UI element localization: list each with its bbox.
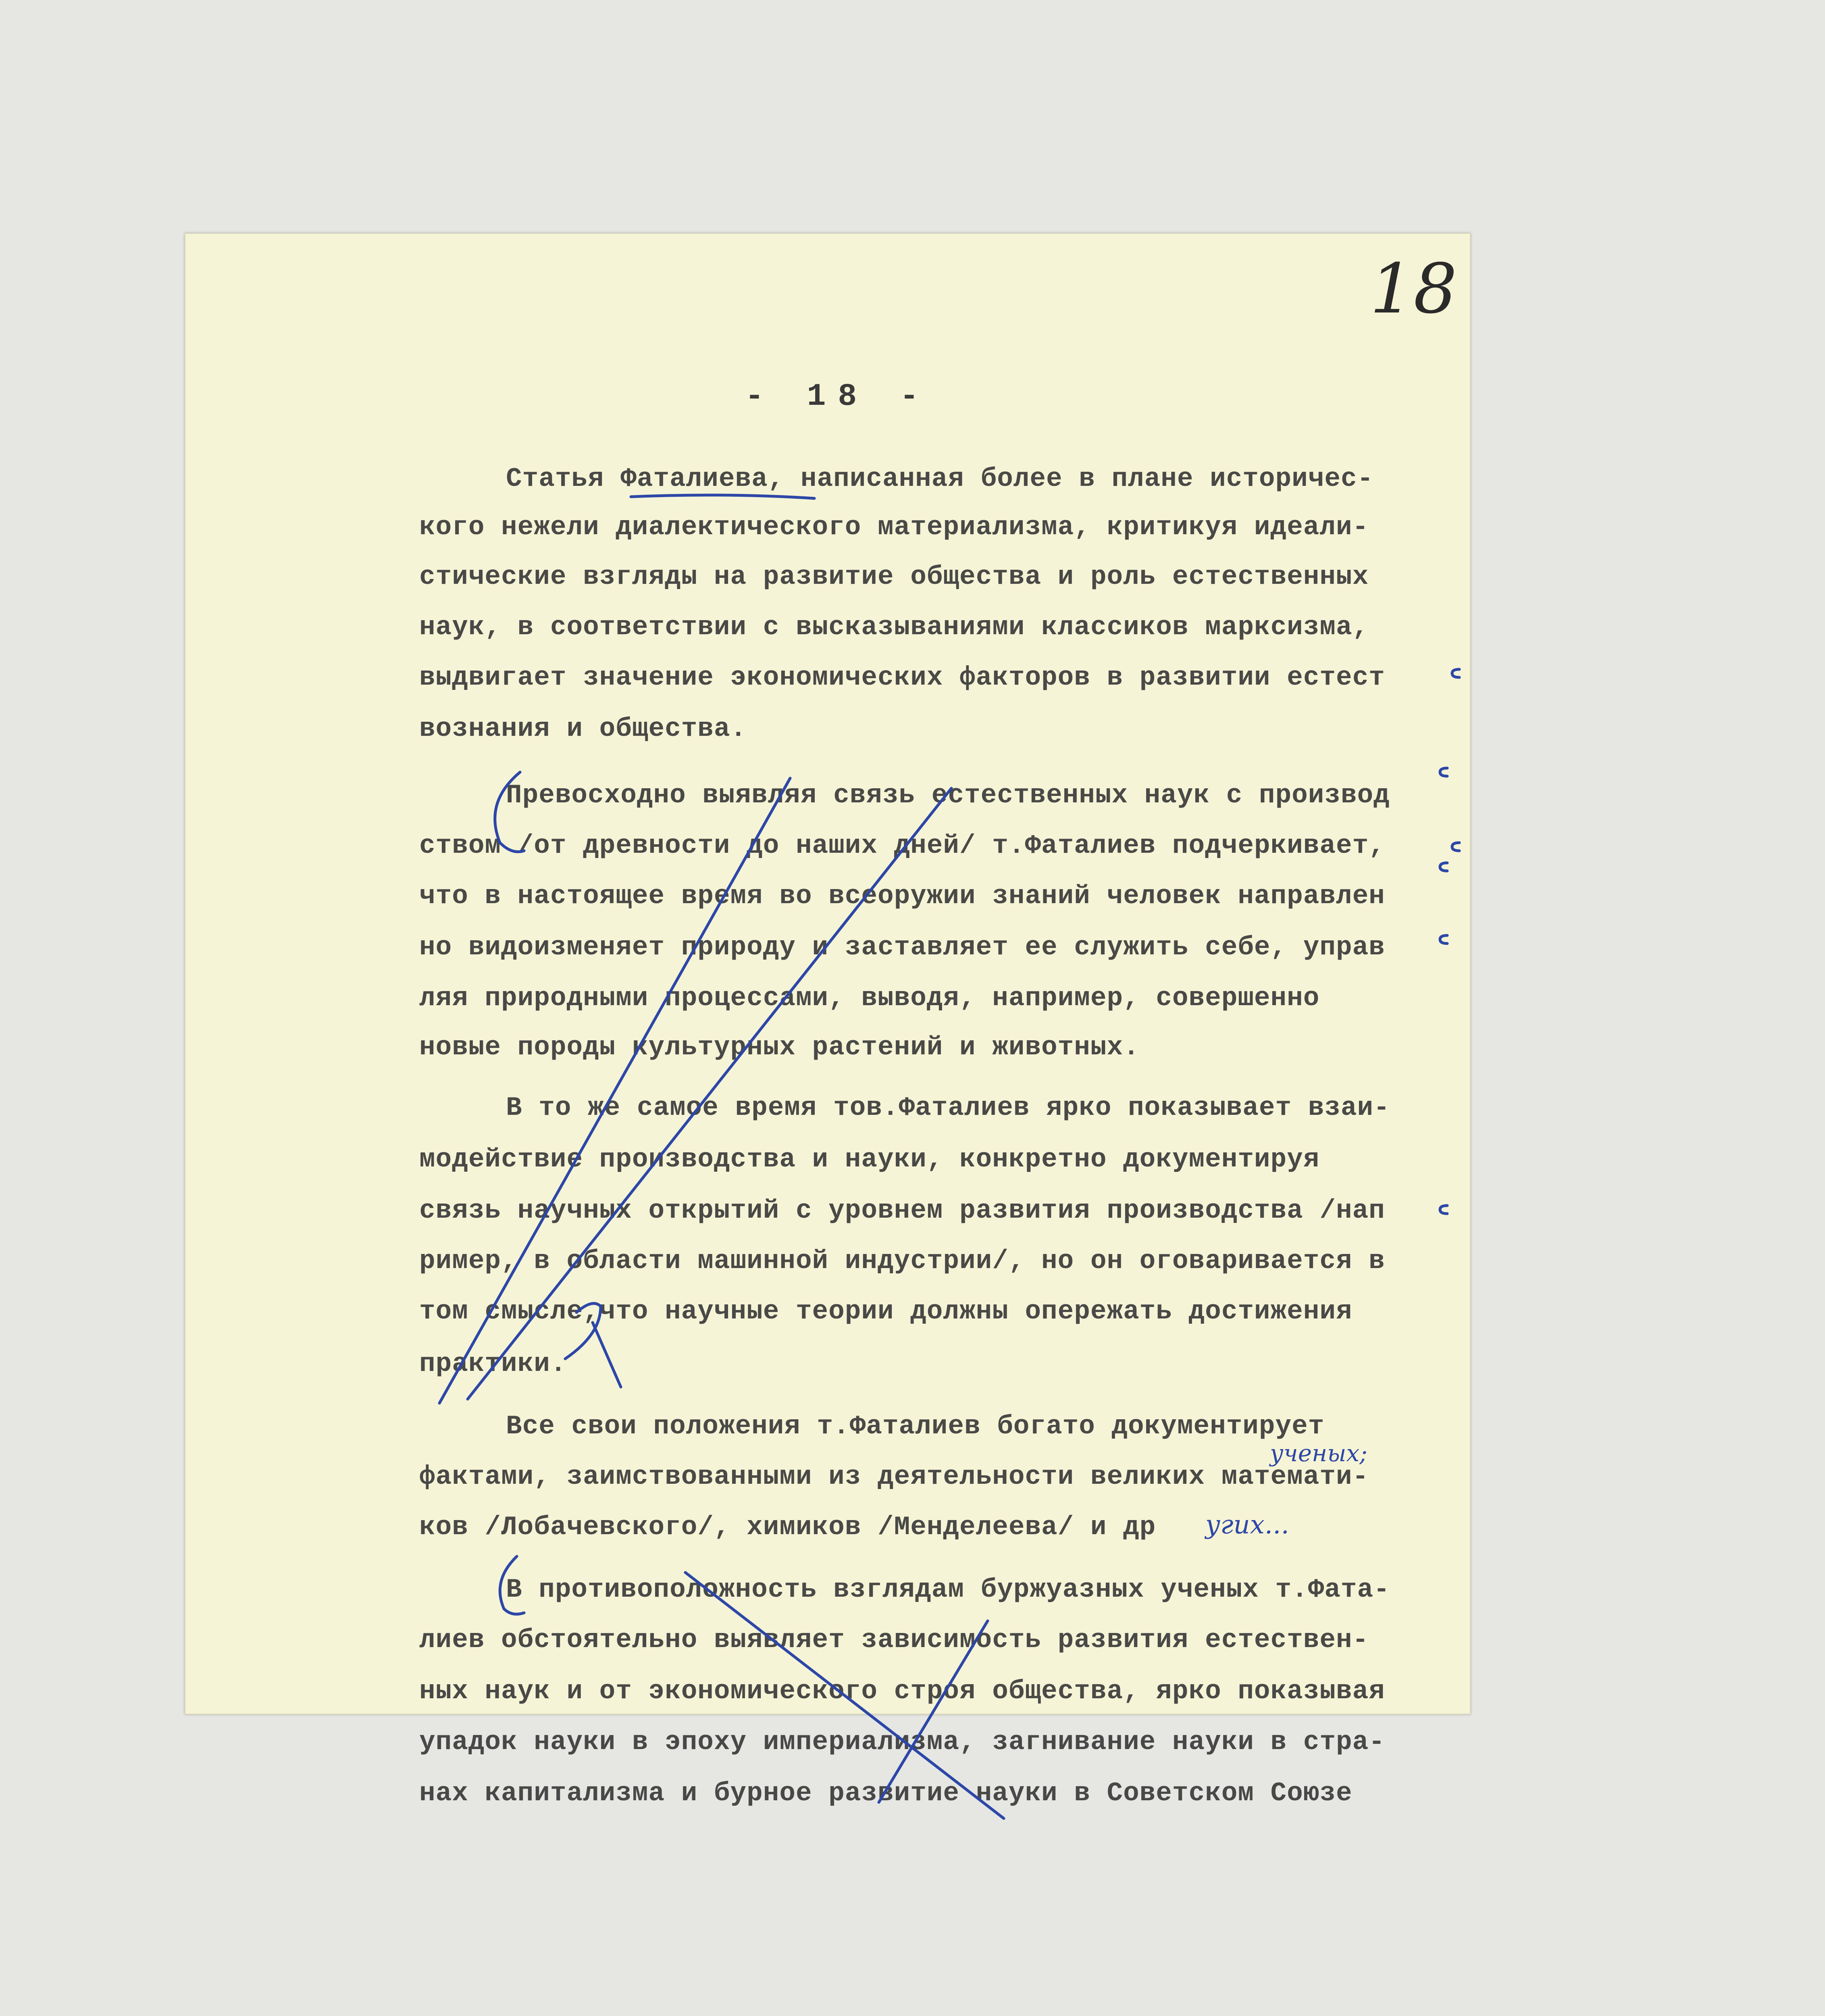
text-line: лиев обстоятельно выявляет зависимость развития естествен- xyxy=(419,1625,1369,1655)
text-line: модействие производства и науки, конкретно документируя xyxy=(419,1144,1320,1175)
caret-mark xyxy=(1440,1206,1447,1214)
caret-mark xyxy=(1452,669,1459,677)
strike-through-mark xyxy=(593,1322,621,1387)
text-line: Все свои положения т.Фаталиев богато документирует xyxy=(506,1411,1325,1441)
text-line: нах капитализма и бурное развитие науки в Советском Союзе xyxy=(419,1778,1353,1808)
text-line: стические взгляды на развитие общества и роль естественных xyxy=(419,562,1369,592)
text-line: В противоположность взглядам буржуазных ученых т.Фата- xyxy=(506,1574,1390,1605)
handwritten-insert-scientists: ученых; xyxy=(1270,1439,1367,1467)
strike-through-mark xyxy=(879,1621,988,1802)
text-line: ков /Лобачевского/, химиков /Менделеева/ и др xyxy=(419,1512,1156,1542)
strike-through-mark xyxy=(685,1572,1004,1818)
strike-through-mark xyxy=(468,788,951,1399)
text-line: Превосходно выявляя связь естественных наук с производ xyxy=(506,780,1390,810)
text-line: что в настоящее время во всеоружии знаний человек направлен xyxy=(419,881,1385,911)
strike-through-mark xyxy=(439,778,790,1403)
text-line: наук, в соответствии с высказываниями классиков марксизма, xyxy=(419,612,1369,642)
text-line: но видоизменяет природу и заставляет ее служить себе, управ xyxy=(419,932,1385,962)
text-line: новые породы культурных растений и животных. xyxy=(419,1032,1140,1062)
caret-mark xyxy=(1440,768,1447,776)
page-number: - 18 - xyxy=(745,379,931,414)
text-line: ных наук и от экономического строя общества, ярко показывая xyxy=(419,1676,1385,1706)
text-line: том смысле,что научные теории должны опережать достижения xyxy=(419,1296,1353,1327)
underline-mark xyxy=(631,495,814,498)
text-line: В то же самое время тов.Фаталиев ярко показывает взаи- xyxy=(506,1093,1390,1123)
text-line: фактами, заимствованными из деятельности великих математи- xyxy=(419,1462,1369,1492)
text-line: упадок науки в эпоху империализма, загнивание науки в стра- xyxy=(419,1727,1385,1757)
text-line: кого нежели диалектического материализма, критикуя идеали- xyxy=(419,512,1369,542)
text-line: ляя природными процессами, выводя, например, совершенно xyxy=(419,983,1320,1013)
archive-folio-number: 18 xyxy=(1370,249,1457,329)
text-line: связь научных открытий с уровнем развития производства /нап xyxy=(419,1195,1385,1226)
text-line: Статья Фаталиева, написанная более в плане историчес- xyxy=(506,464,1374,494)
caret-mark xyxy=(1440,863,1447,871)
text-line: практики. xyxy=(419,1349,567,1379)
text-line: ством /от древности до наших дней/ т.Фаталиев подчеркивает, xyxy=(419,831,1385,861)
text-line: вознания и общества. xyxy=(419,714,747,744)
caret-mark xyxy=(1452,843,1459,851)
caret-mark xyxy=(1440,935,1447,943)
bracket-mark xyxy=(495,772,524,852)
text-line: ример, в области машинной индустрии/, но он оговаривается в xyxy=(419,1246,1385,1276)
bracket-mark xyxy=(500,1556,524,1614)
text-line: выдвигает значение экономических факторов в развитии естест xyxy=(419,662,1385,693)
handwritten-insert-others: угих... xyxy=(1205,1510,1289,1540)
